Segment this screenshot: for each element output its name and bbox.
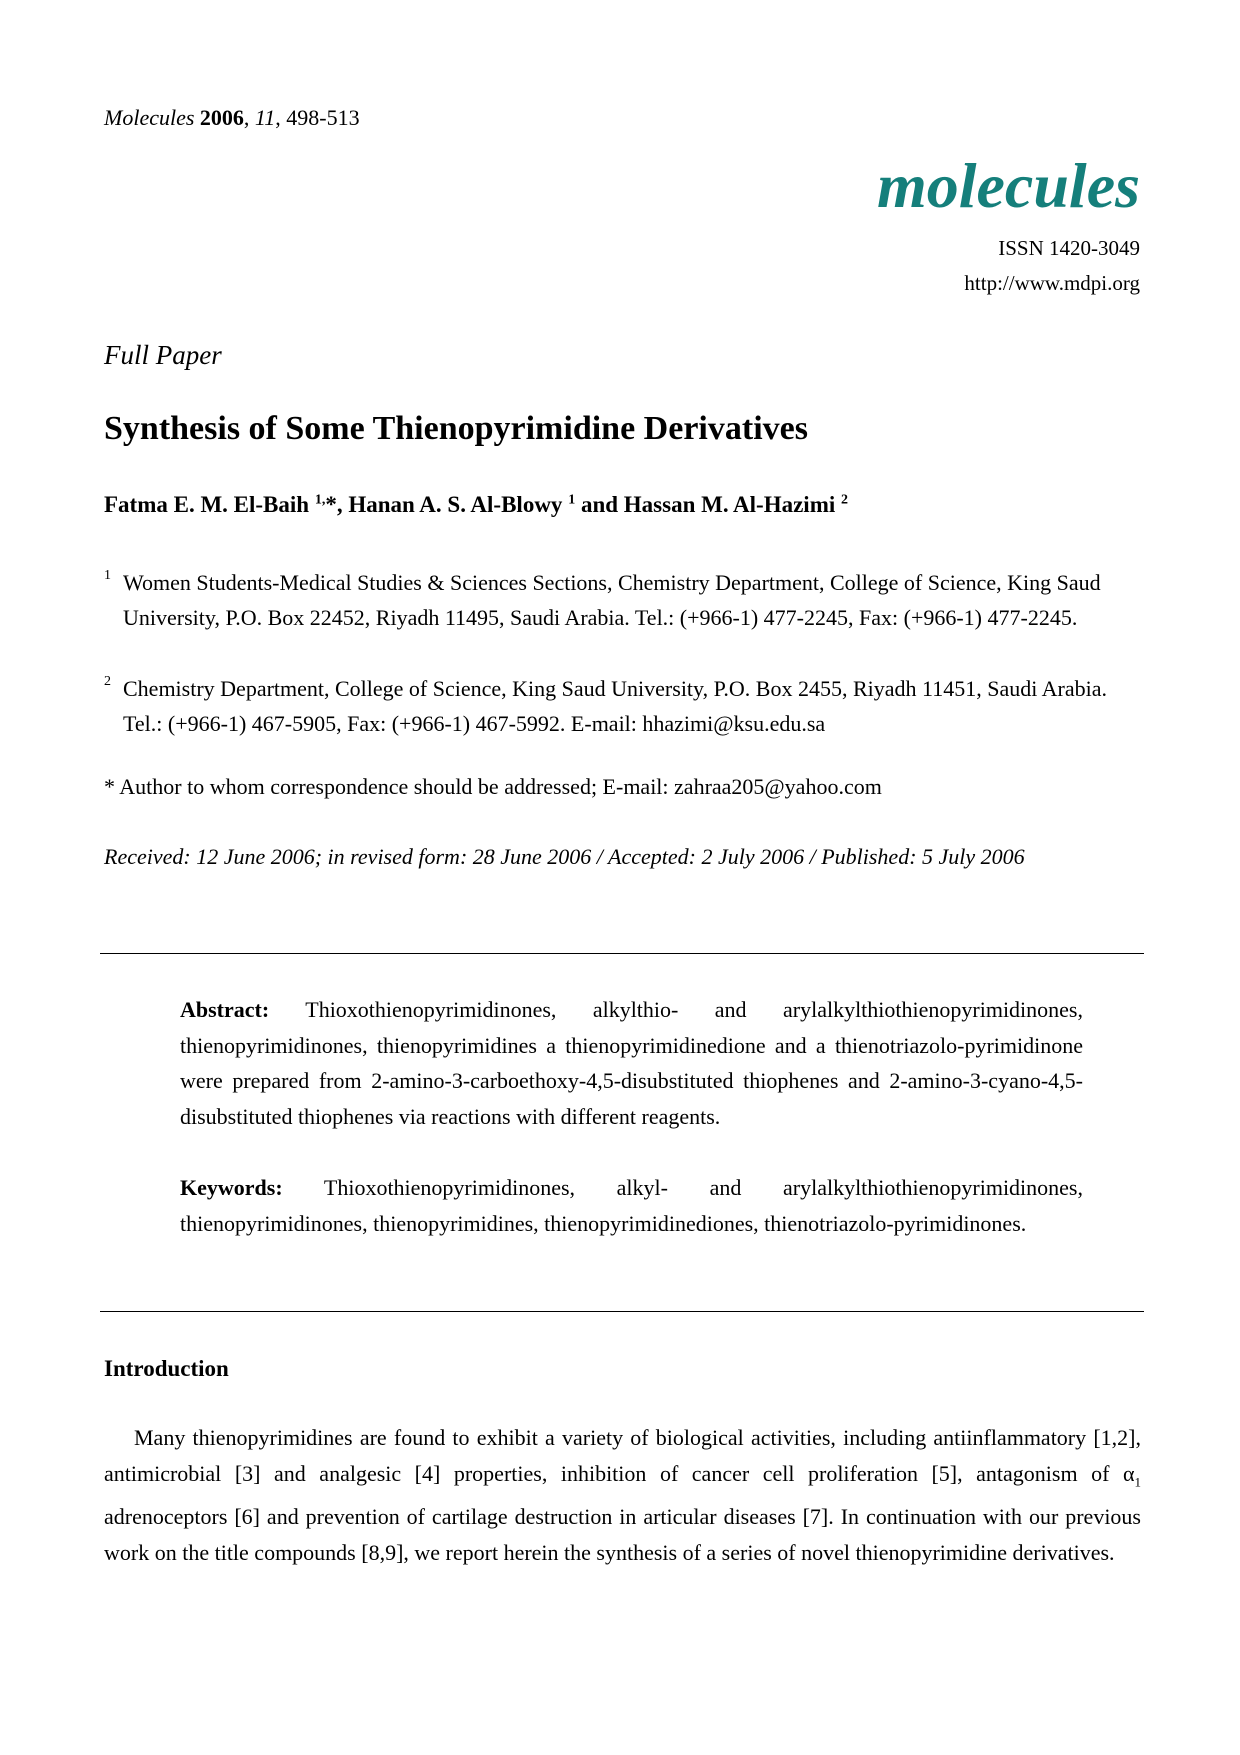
publication-dates: Received: 12 June 2006; in revised form: 28 June 2006 / Accepted: 2 July 2006 / Published: 5 July 2006 [104, 844, 1025, 869]
journal-url[interactable]: http://www.mdpi.org [964, 271, 1140, 295]
divider [100, 1311, 1144, 1312]
keywords-label: Keywords: [180, 1175, 283, 1200]
author-name: Fatma E. M. El-Baih [104, 492, 310, 517]
journal-info [964, 231, 1140, 301]
journal-citation: Molecules 2006, 11, 498-513 [104, 105, 360, 130]
author-affiliation-marker: 1 [568, 492, 576, 508]
journal-pages: 498-513 [286, 105, 360, 130]
affiliation [104, 671, 1140, 741]
journal-volume: 11 [254, 105, 276, 130]
journal-year: 2006 [199, 105, 244, 130]
journal-name: Molecules [104, 105, 195, 130]
affiliation-text: Chemistry Department, College of Science, King Saud University, P.O. Box 2455, Riyadh 11451, Saudi Arabia. Tel.: (+966-1) 467-5905, Fax: (+966-1) 467-5992. E-mail: hhazimi@ksu.edu.sa [123, 676, 1107, 736]
abstract [180, 992, 1083, 1134]
author-name: Hanan A. S. Al-Blowy [348, 492, 563, 517]
affiliation-number: 1 [104, 568, 111, 583]
article-type: Full Paper [104, 340, 222, 370]
author-separator: , [336, 492, 349, 517]
affiliation-number: 2 [104, 674, 111, 689]
article-title: Synthesis of Some Thienopyrimidine Derivatives [104, 410, 808, 447]
correspondence-note: * Author to whom correspondence should be addressed; E-mail: zahraa205@yahoo.com [104, 774, 882, 799]
author-separator: and [575, 492, 624, 517]
divider [100, 953, 1144, 954]
author-affiliation-marker: 2 [841, 492, 849, 508]
keywords [180, 1170, 1083, 1241]
corresponding-author-mark: * [325, 492, 337, 517]
affiliation [104, 565, 1140, 635]
author-affiliation-marker: 1, [314, 492, 326, 508]
subscript: 1 [1134, 1473, 1141, 1489]
author-list [104, 492, 848, 518]
abstract-text: Thioxothienopyrimidinones, alkylthio- and arylalkylthiothienopyrimidinones, thienopyrimidinones, thienopyrimidines a thienopyrimidinedione and a thienotriazolo-pyrimidinone were prepared from 2-amino-3-carboethoxy-4,5-disubstituted thiophenes and 2-amino-3-cyano-4,5-disubstituted thiophenes via reactions with different reagents. [180, 997, 1083, 1129]
author-name: Hassan M. Al-Hazimi [623, 492, 836, 517]
journal-logo: molecules [876, 150, 1140, 221]
section-heading: Introduction [104, 1356, 229, 1381]
paragraph-text: Many thienopyrimidines are found to exhibit a variety of biological activities, including antiinflammatory [1,2], antimicrobial [3] and analgesic [4] properties, inhibition of cancer cell proliferation [5], antagonism of α [104, 1425, 1141, 1486]
issn: ISSN 1420-3049 [998, 236, 1140, 260]
paragraph-text: adrenoceptors [6] and prevention of cartilage destruction in articular diseases [7]. In continuation with our previous work on the title compounds [8,9], we report herein the synthesis of a series of novel thienopyrimidine derivatives. [104, 1504, 1141, 1565]
introduction-paragraph [104, 1420, 1141, 1570]
keywords-text: Thioxothienopyrimidinones, alkyl- and arylalkylthiothienopyrimidinones, thienopyrimidinones, thienopyrimidines, thienopyrimidinediones, thienotriazolo-pyrimidinones. [180, 1175, 1083, 1236]
abstract-label: Abstract: [180, 997, 270, 1022]
affiliation-text: Women Students-Medical Studies & Sciences Sections, Chemistry Department, College of Science, King Saud University, P.O. Box 22452, Riyadh 11495, Saudi Arabia. Tel.: (+966-1) 477-2245, Fax: (+966-1) 477-2245. [123, 570, 1101, 630]
